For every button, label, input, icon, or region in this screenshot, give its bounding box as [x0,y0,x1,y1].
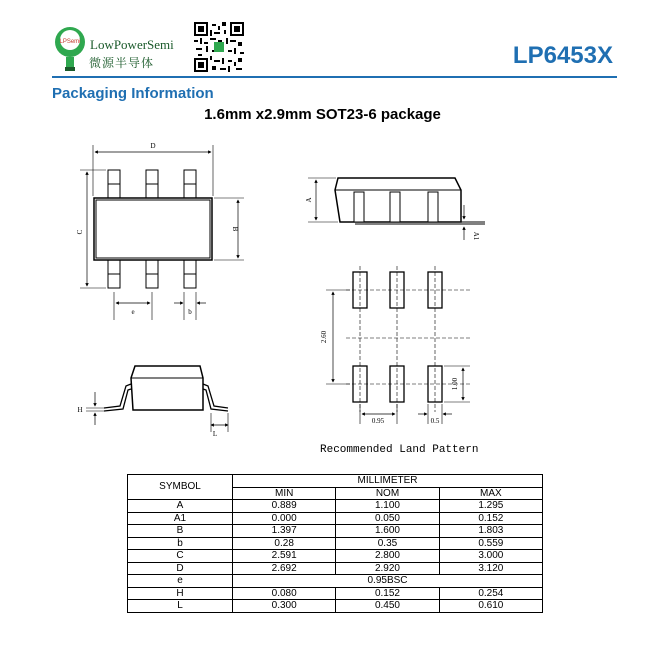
symbol-cell: H [128,587,233,600]
max-cell: 0.254 [439,587,542,600]
max-cell: 3.120 [439,562,542,575]
max-cell: 3.000 [439,550,542,563]
section-title: Packaging Information [52,85,214,102]
dim-label-L: L [212,430,218,438]
dim-label-H: H [77,406,83,414]
dim-label-C: C [76,229,84,235]
part-number: LP6453X [512,42,613,69]
land-pattern-title: Recommended Land Pattern [320,444,479,456]
nom-cell: 1.100 [336,500,439,513]
min-cell: 0.080 [233,587,336,600]
logo-chinese-name: 微源半导体 [89,56,155,70]
table-row [128,600,543,613]
nom-cell: 1.600 [336,525,439,538]
symbol-cell: e [128,575,233,588]
dim-label-land-pitch: 0.95 [371,417,385,425]
unit-header: MILLIMETER [233,475,543,488]
max-cell: 0.152 [439,512,542,525]
table-row [128,500,543,513]
symbol-header: SYMBOL [128,475,233,500]
dim-label-A1: A1 [472,231,480,241]
col-header-max: MAX [439,487,542,500]
nom-cell: 0.35 [336,537,439,550]
col-header-nom: NOM [336,487,439,500]
min-cell: 0.000 [233,512,336,525]
symbol-cell: b [128,537,233,550]
table-row [128,537,543,550]
min-cell: 0.300 [233,600,336,613]
land-pattern [326,266,470,424]
logo-badge: LPSemi [59,39,81,45]
col-header-min: MIN [233,487,336,500]
nom-cell: 2.800 [336,550,439,563]
min-cell: 1.397 [233,525,336,538]
table-row [128,550,543,563]
dim-label-e: e [131,308,135,316]
max-cell: 1.803 [439,525,542,538]
min-cell: 2.591 [233,550,336,563]
nom-cell: 0.450 [336,600,439,613]
table-row [128,562,543,575]
table-row [128,575,543,588]
nom-cell: 0.050 [336,512,439,525]
dim-label-B: B [231,226,239,232]
nom-cell: 2.920 [336,562,439,575]
symbol-cell: A [128,500,233,513]
min-cell: 0.28 [233,537,336,550]
dimension-table [127,474,543,613]
span-cell: 0.95BSC [233,575,543,588]
max-cell: 0.559 [439,537,542,550]
side-view [308,178,485,240]
min-cell: 0.889 [233,500,336,513]
symbol-cell: A1 [128,512,233,525]
dim-label-land-height: 2.60 [320,330,328,344]
end-view [86,366,228,432]
dim-label-land-pad: 1.00 [451,377,459,391]
logo-name: LowPowerSemi [90,37,174,52]
dim-label-land-pad-width: 0.5 [430,417,440,425]
symbol-cell: C [128,550,233,563]
table-row [128,525,543,538]
dim-label-b: b [188,308,192,316]
package-title: 1.6mm x2.9mm SOT23-6 package [204,106,441,123]
symbol-cell: L [128,600,233,613]
dim-label-A: A [305,197,313,203]
table-row [128,512,543,525]
symbol-cell: D [128,562,233,575]
max-cell: 0.610 [439,600,542,613]
symbol-cell: B [128,525,233,538]
dim-label-D: D [150,142,156,150]
table-row [128,587,543,600]
min-cell: 2.692 [233,562,336,575]
max-cell: 1.295 [439,500,542,513]
top-view [80,145,244,320]
nom-cell: 0.152 [336,587,439,600]
